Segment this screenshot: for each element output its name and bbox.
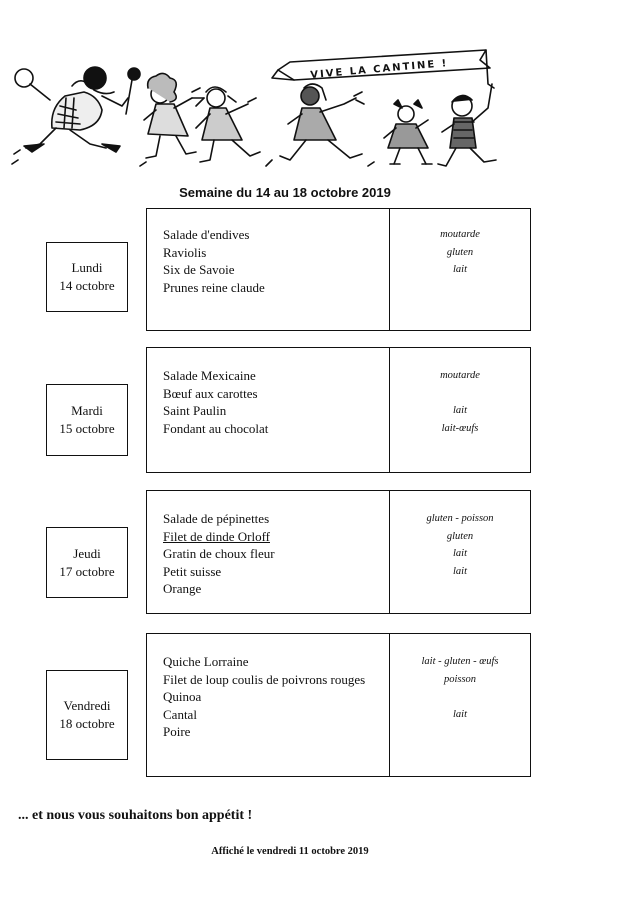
- allergen-item: lait: [452, 264, 467, 275]
- menu-box-mardi: [146, 347, 531, 473]
- girl-figure-1: [144, 73, 204, 158]
- allergen-item: [390, 279, 530, 297]
- banner-text: VIVE LA CANTINE !: [309, 58, 449, 82]
- dish-item: Raviolis: [163, 244, 207, 260]
- dish-item: Gratin de choux fleur: [163, 546, 275, 561]
- dish-item: Bœuf aux carottes: [163, 385, 258, 401]
- allergen-item: lait: [452, 548, 467, 559]
- day-date: 15 octobre: [59, 421, 115, 436]
- allergen-item: lait: [452, 708, 467, 720]
- girl-figure-3: [280, 84, 364, 160]
- allergen-list: [390, 367, 530, 437]
- allergen-item: [390, 385, 530, 403]
- allergen-item: [390, 580, 530, 598]
- allergen-list: [390, 653, 530, 741]
- day-name: Lundi: [71, 260, 103, 275]
- dish-item: Salade de pépinettes: [163, 511, 270, 526]
- header-illustration: [10, 48, 500, 173]
- dish-list: [163, 653, 365, 741]
- day-date: 18 octobre: [59, 716, 115, 731]
- dish-item: Filet de dinde Orloff: [163, 528, 270, 544]
- dish-item: Petit suisse: [163, 563, 222, 579]
- allergen-item: lait-œufs: [441, 422, 479, 434]
- day-date: 17 octobre: [59, 563, 115, 579]
- allergen-item: gluten: [446, 530, 474, 542]
- allergen-item: lait: [452, 405, 467, 416]
- banner: [272, 50, 494, 88]
- girl-figure-2: [196, 87, 260, 162]
- dish-item: Salade d'endives: [163, 227, 250, 242]
- day-name: Vendredi: [63, 698, 111, 713]
- allergen-item: gluten - poisson: [426, 513, 494, 524]
- menu-box-jeudi: [146, 490, 531, 614]
- menu-box-lundi: [146, 208, 531, 331]
- posted-date: Affiché le vendredi 11 octobre 2019: [211, 846, 369, 857]
- dish-item: Prunes reine claude: [163, 279, 265, 295]
- allergen-item: [390, 723, 530, 741]
- dish-item: Quiche Lorraine: [163, 654, 249, 669]
- dish-item: Salade Mexicaine: [163, 368, 256, 383]
- week-title: Semaine du 14 au 18 octobre 2019: [179, 185, 391, 200]
- menu-box-vendredi: [146, 633, 531, 777]
- dish-item: Filet de loup coulis de poivrons rouges: [163, 671, 366, 687]
- day-name: Jeudi: [73, 545, 101, 561]
- cook-figure: [15, 67, 140, 152]
- day-date: 14 octobre: [59, 278, 115, 293]
- allergen-item: lait: [452, 565, 467, 577]
- allergen-item: poisson: [443, 673, 477, 685]
- dish-list: [163, 226, 265, 296]
- allergen-item: moutarde: [440, 229, 480, 240]
- allergen-item: gluten: [446, 246, 474, 258]
- day-label-mardi: [46, 384, 128, 456]
- boy-figure: [438, 84, 496, 166]
- day-label-vendredi: [46, 670, 128, 760]
- dish-list: [163, 367, 268, 437]
- dish-item: Poire: [163, 724, 191, 739]
- dish-item: Cantal: [163, 706, 197, 722]
- child-figure: [384, 100, 432, 164]
- allergen-list: [390, 226, 530, 296]
- dish-item: Quinoa: [163, 689, 202, 704]
- day-label-lundi: [46, 242, 128, 312]
- allergen-item: [390, 688, 530, 706]
- allergen-item: lait - gluten - œufs: [421, 656, 499, 667]
- closing-message: ... et nous vous souhaitons bon appétit !: [18, 808, 253, 823]
- day-label-jeudi: [46, 527, 128, 598]
- dish-item: Saint Paulin: [163, 403, 227, 418]
- allergen-list: [390, 510, 530, 598]
- dish-item: Six de Savoie: [163, 262, 235, 277]
- dish-item: Orange: [163, 581, 202, 596]
- dish-list: [163, 510, 275, 598]
- dish-item: Fondant au chocolat: [163, 420, 269, 436]
- day-name: Mardi: [71, 403, 103, 418]
- allergen-item: moutarde: [440, 370, 480, 381]
